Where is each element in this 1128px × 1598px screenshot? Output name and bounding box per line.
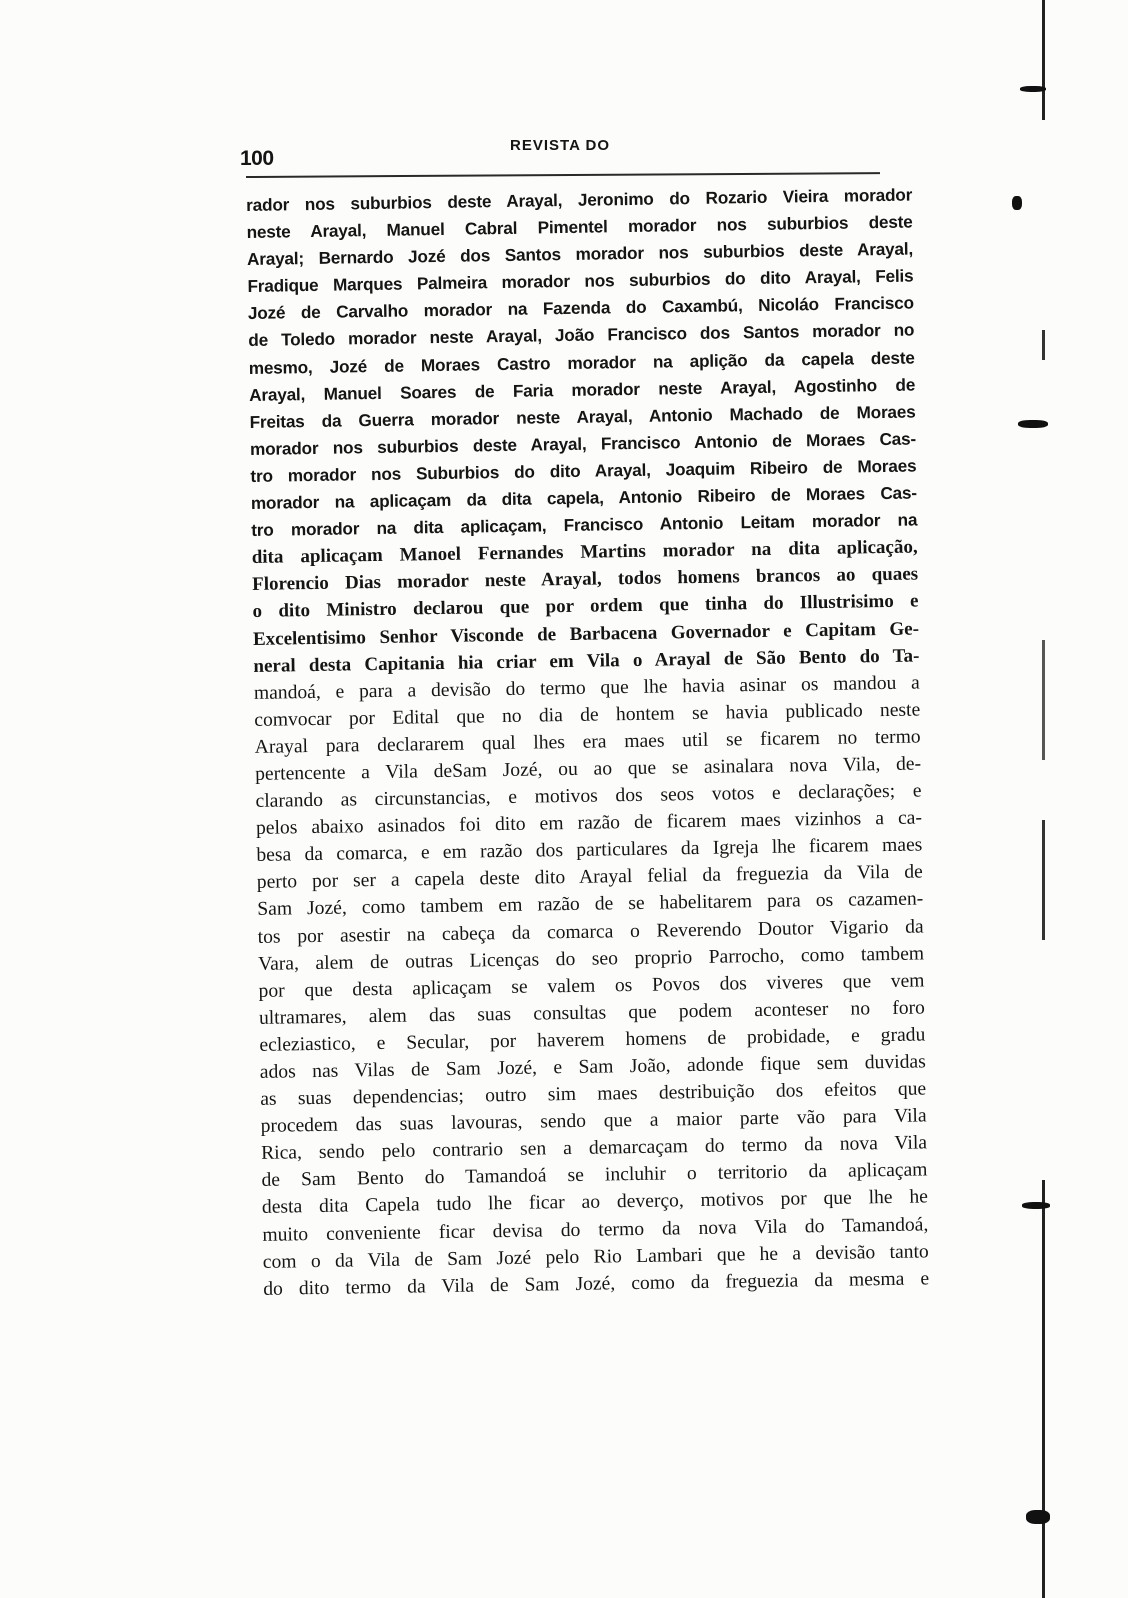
text-line: tos por asestir na cabeça da comarca o Reverendo Doutor Vigario da [257, 915, 924, 948]
text-line: de Sam Bento do Tamandoá se incluhir o territorio da aplicaçam [261, 1159, 928, 1192]
text-line: tro morador nos Suburbios do dito Arayal, Joaquim Ribeiro de Moraes [250, 455, 917, 486]
text-line: neral desta Capitania hia criar em Vila o Arayal de São Bento do Ta- [253, 645, 920, 677]
text-line: morador na aplicaçam da dita capela, Antonio Ribeiro de Moraes Cas- [250, 482, 917, 513]
text-line: tro morador na dita aplicaçam, Francisco Antonio Leitam morador na [251, 509, 918, 541]
text-line: ados nas Vilas de Sam Jozé, e Sam João, adonde fique sem duvidas [259, 1051, 926, 1083]
text-line: Arayal, Manuel Soares de Faria morador neste Arayal, Agostinho de [249, 374, 916, 405]
text-line: Arayal; Bernardo Jozé dos Santos morador nos suburbios deste Arayal, [246, 238, 914, 270]
text-line: muito conveniente ficar devisa do termo da nova Vila do Tamandoá, [262, 1213, 929, 1246]
text-line: com o da Vila de Sam Jozé pelo Rio Lambari que he a devisão tanto [262, 1241, 929, 1273]
text-line: rador nos suburbios deste Arayal, Jeronimo do Rozario Vieira morador [246, 184, 913, 215]
text-line: perto por ser a capela deste dito Arayal felial da freguezia da Vila de [256, 861, 923, 894]
page-number: 100 [240, 147, 274, 170]
text-line: dita aplicaçam Manoel Fernandes Martins morador na dita aplicação, [251, 536, 918, 569]
page-header [240, 135, 880, 175]
text-line: Arayal para declararem qual lhes era maes util se ficarem no termo [254, 726, 921, 758]
text-line: Fradique Marques Palmeira morador nos suburbios do dito Arayal, Felis [247, 265, 914, 297]
text-line: morador nos suburbios deste Arayal, Francisco Antonio de Moraes Cas- [249, 428, 917, 459]
text-line: Excelentisimo Senhor Visconde de Barbacena Governador e Capitam Ge- [252, 617, 920, 650]
scan-artifact [1022, 1202, 1050, 1209]
text-line: pertencente a Vila deSam Jozé, ou ao que se asinalara nova Vila, de- [254, 753, 922, 785]
text-line: o dito Ministro declarou que por ordem que tinha do Illustrisimo e [252, 590, 919, 623]
text-line: procedem das suas lavouras, sendo que a maior parte vão para Vila [260, 1105, 927, 1138]
running-head: REVISTA DO [510, 137, 611, 154]
text-line: Rica, sendo pelo contrario sen a demarcaçam do termo da nova Vila [260, 1132, 928, 1165]
text-line: Jozé de Carvalho morador na Fazenda do Caxambú, Nicoláo Francisco [247, 292, 914, 324]
text-line: do dito termo da Vila de Sam Jozé, como da freguezia da mesma e [263, 1268, 930, 1300]
text-line: mandoá, e para a devisão do termo que lhe havia asinar os mandou a [253, 672, 920, 704]
text-line: ultramares, alem das suas consultas que podem aconteser no foro [258, 997, 926, 1029]
text-line: neste Arayal, Manuel Cabral Pimentel morador nos suburbios deste [246, 211, 913, 243]
text-line: por que desta aplicaçam se valem os Povos dos viveres que vem [258, 970, 925, 1002]
scan-artifact [1018, 420, 1048, 428]
body-text [246, 182, 929, 1303]
text-line: mesmo, Jozé de Moraes Castro morador na aplição da capela deste [248, 347, 915, 378]
scan-artifact [1020, 86, 1046, 92]
scan-artifact [1012, 196, 1022, 210]
text-line: Vara, alem de outras Licenças do seo proprio Parrocho, como tambem [257, 943, 925, 975]
text-line: as suas dependencias; outro sim maes destribuição dos efeitos que [260, 1078, 927, 1110]
scan-edge-line [1042, 0, 1045, 1598]
text-line: clarando as circunstancias, e motivos dos seos votos e declarações; e [255, 780, 922, 812]
text-line: desta dita Capela tudo lhe ficar ao deverço, motivos por que lhe he [261, 1186, 929, 1219]
text-line: ecleziastico, e Secular, por haverem homens de probidade, e gradu [259, 1024, 926, 1056]
text-line: Sam Jozé, como tambem em razão de se habelitarem para os cazamen- [257, 888, 924, 921]
text-line: besa da comarca, e em razão dos particulares da Igreja lhe ficarem maes [256, 834, 923, 867]
scan-artifact [1026, 1510, 1050, 1524]
text-line: comvocar por Edital que no dia de hontem se havia publicado neste [254, 699, 921, 731]
text-line: pelos abaixo asinados foi dito em razão de ficarem maes vizinhos a ca- [255, 807, 923, 840]
text-line: Freitas da Guerra morador neste Arayal, Antonio Machado de Moraes [249, 401, 916, 432]
text-line: Florencio Dias morador neste Arayal, todos homens brancos ao quaes [252, 563, 919, 596]
text-line: de Toledo morador neste Arayal, João Francisco dos Santos morador no [248, 319, 915, 351]
